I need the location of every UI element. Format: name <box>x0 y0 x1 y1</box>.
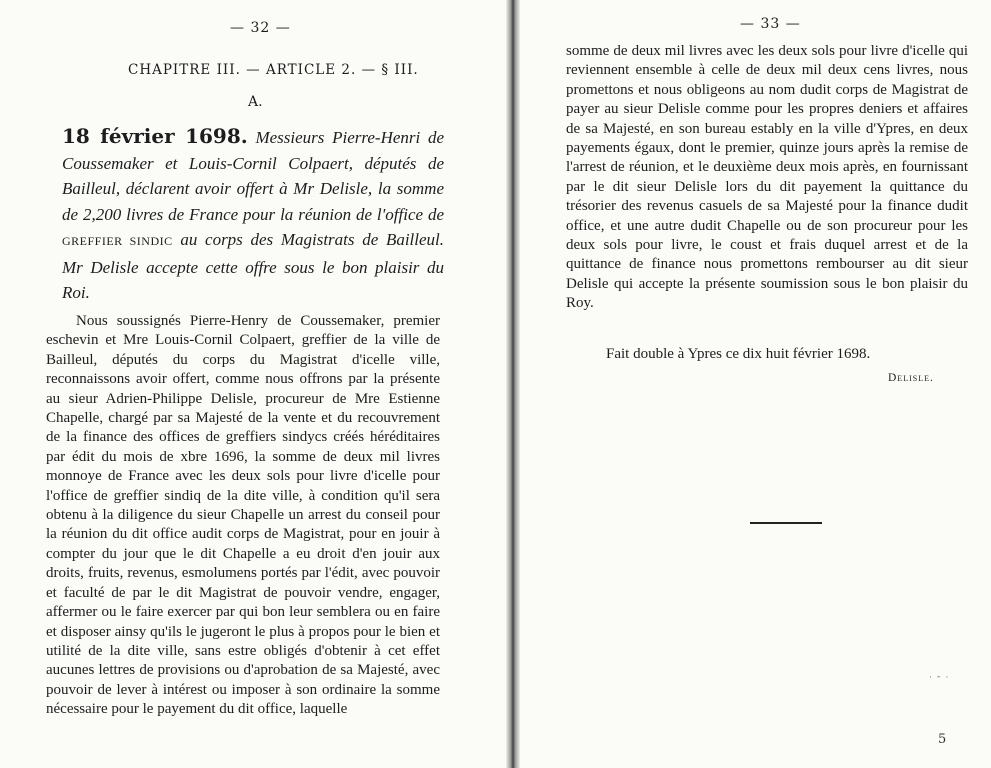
signature: Delisle. <box>888 372 934 384</box>
summary-date: 18 février 1698. <box>62 124 248 148</box>
summary-office: GREFFIER SINDIC <box>62 234 173 248</box>
book-gutter <box>506 0 520 768</box>
page-number: — 33 — <box>740 16 801 32</box>
summary-text-2: au corps des Magistrats de Bailleul. Mr Delisle accepte cette offre sous le bon plaisir du Roi. <box>62 230 445 302</box>
page-number: — 32 — <box>230 20 291 36</box>
body-paragraph: Nous soussignés Pierre-Henry de Coussemaker, premier eschevin et Mre Louis-Cornil Colpaert, greffier de la ville de Bailleul, députés du corps du Magistrat d'icelle ville, reconnaissons avoir offert, comme nous offrons par la présente au sieur Adrien-Philippe Delisle, procureur de Mre Estienne Chapelle, chargé par sa Majesté de la vente et du recouvrement de la finance des offices de greffiers sindycs créés héréditaires par édit du mois de xbre 1696, la somme de deux mil livres monnoye de France avec les deux sols pour livre d'icelle pour l'office de greffier sindiq de la dite ville, à condition qu'il sera obtenu à la diligence du sieur Chapelle un arrest du conseil pour la réunion du dit office audit corps de Magistrat, pour en jouir à compter du jour que le dit Chapelle a eu droit d'en jouir aux droits, fruits, revenus, esmolumens portés par l'édit, avec pouvoir et faculté de par le dit Magistrat de pouvoir vendre, engager, affermer ou le faire exercer par qui bon leur semblera ou en faire et disposer ainsy qu'ils le jugeront le plus à propos pour le bien et utilité de la dite ville, sans estre obligés d'obtenir à cet effet aucunes lettres de provisions ou d'aprobation de sa Majesté, avec pouvoir de lever à intérest ou imposer à son ordinaire la somme nécessaire pour le payement du dit office, laquelle <box>46 313 440 718</box>
body-paragraph-continued: somme de deux mil livres avec les deux sols pour livre d'icelle qui reviennent ensemble à celle de deux mil deux cens livres, nous promettons et nous obligeons au nom dudit corps de Magistrat de payer au sieur Delisle comme pour les propres deniers et affaires de sa Majesté, en son bureau estably en la ville d'Ypres, en deux payements égaux, dont le premier, quinze jours après la remise de l'arrest de réunion, et le deuxième deux mois après, en fournissant par le dit sieur Delisle lors du dit payement la quittance du trésorier des revenus casuels de sa Majesté pour la finance dudit office, et une autre dudit Chapelle ou de son procureur pour les deux sols pour livre, le coust et frais duquel arrest et de la quittance de finance nous promettons rembourser au dit sieur Delisle qui accepte la présente soumission sous le bon plaisir du Roy. <box>566 43 968 312</box>
summary-text-1: Messieurs Pierre-Henri de Coussemaker et Louis-Cornil Colpaert, députés de Bailleul, déclarent avoir offert à Mr Delisle, la somme de 2,200 livres de France pour la réunion de l'office de <box>62 128 445 224</box>
right-page <box>520 0 991 768</box>
signoff-line: Fait double à Ypres ce dix huit février 1698. <box>606 346 871 362</box>
document-summary <box>62 124 444 306</box>
section-rule <box>750 522 822 524</box>
corner-mark: 5 <box>938 732 947 747</box>
chapter-heading: CHAPITRE III. — ARTICLE 2. — § III. <box>128 62 419 78</box>
scan-specks: ˙ ˉ ˙ <box>928 676 950 687</box>
article-letter: A. <box>248 94 263 110</box>
